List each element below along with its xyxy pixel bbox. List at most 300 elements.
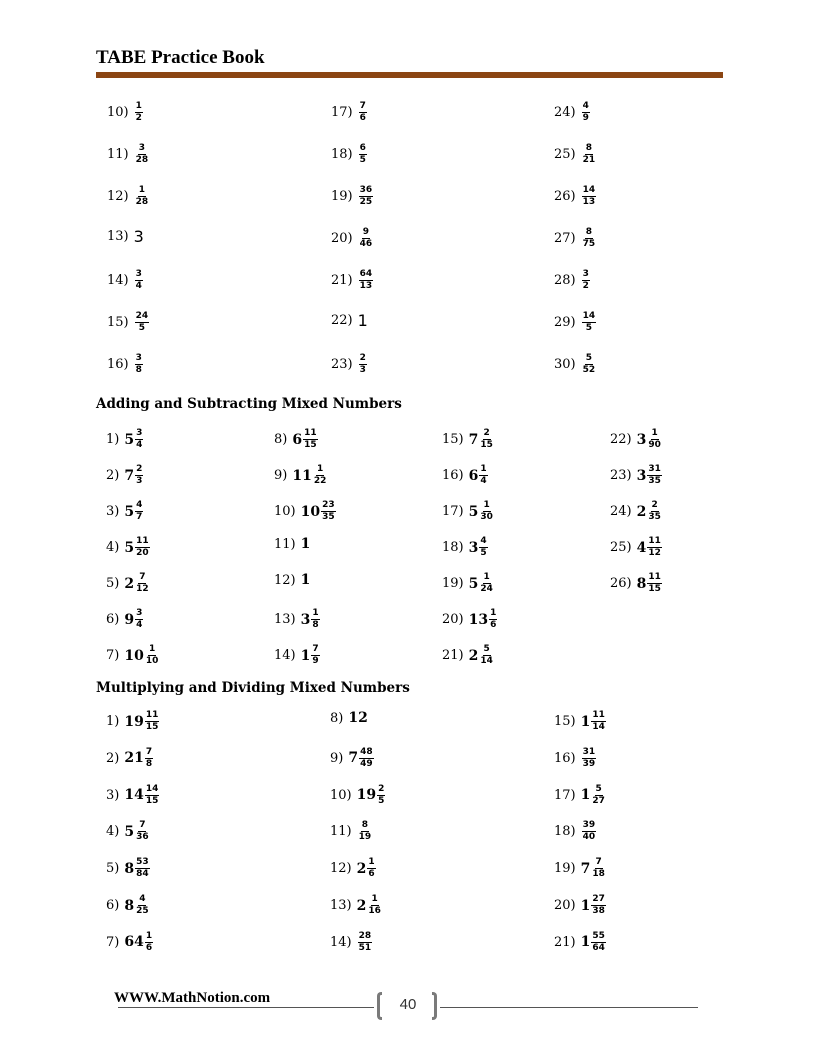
answer-item (106, 784, 159, 807)
answer-fraction (145, 931, 153, 954)
answer-number: 18) (331, 147, 353, 162)
fraction-denominator: 51 (358, 942, 372, 953)
fraction-denominator: 30 (480, 512, 493, 522)
answer-number: 26) (610, 576, 632, 591)
fraction-denominator: 4 (136, 620, 143, 630)
answer-whole-number: 5 (124, 503, 135, 520)
answer-whole-number: 9 (124, 611, 135, 628)
fraction-denominator: 8 (312, 620, 319, 630)
answer-whole-number: 8 (124, 897, 135, 914)
answer-value (134, 353, 143, 376)
answer-item (274, 608, 320, 631)
answer-number: 6) (106, 612, 120, 627)
answer-value (469, 464, 488, 487)
answer-item (106, 931, 153, 954)
fraction-numerator: 7 (595, 857, 602, 868)
answer-fraction (479, 572, 494, 595)
answer-value (358, 311, 368, 330)
answer-fraction (145, 747, 153, 770)
answer-fraction (479, 500, 494, 523)
answer-value (637, 536, 662, 559)
answer-value (124, 931, 153, 954)
answer-fraction (135, 536, 150, 559)
answer-number: 22) (331, 313, 353, 328)
answer-item (107, 269, 143, 292)
answer-number: 16) (442, 468, 464, 483)
fraction-numerator: 1 (368, 857, 375, 868)
fraction-numerator: 1 (371, 894, 378, 904)
answer-item (610, 428, 662, 451)
answer-number: 21) (442, 648, 464, 663)
answer-value (581, 311, 597, 334)
answer-item (106, 500, 143, 523)
answer-item (610, 464, 662, 487)
fraction-numerator: 31 (582, 746, 596, 757)
fraction-numerator: 2 (651, 500, 658, 510)
answer-fraction (135, 143, 150, 166)
answer-whole-number: 1 (580, 934, 591, 951)
answer-whole-number: 21 (124, 750, 144, 767)
answer-whole-number: 1 (580, 787, 591, 804)
fraction-denominator: 16 (368, 906, 381, 916)
fraction-numerator: 8 (585, 143, 593, 153)
answer-number: 12) (330, 861, 352, 877)
fraction-denominator: 9 (312, 656, 319, 666)
fraction-numerator: 39 (582, 820, 596, 831)
answer-value (469, 536, 488, 559)
fraction-denominator: 4 (480, 476, 487, 486)
answer-value (357, 784, 386, 807)
fraction-denominator: 28 (135, 197, 149, 207)
answer-item (331, 269, 373, 292)
answer-whole-number: 5 (124, 539, 135, 556)
answer-whole-number: 7 (580, 860, 591, 877)
fraction-numerator: 4 (136, 500, 143, 510)
answer-whole-number: 1 (300, 647, 311, 664)
answer-number: 17) (331, 105, 353, 120)
fraction-numerator: 55 (592, 930, 605, 941)
fraction-numerator: 1 (312, 608, 319, 618)
answer-value (357, 857, 376, 880)
fraction-denominator: 35 (322, 512, 335, 522)
fraction-numerator: 36 (359, 185, 373, 195)
answer-fraction (135, 608, 143, 631)
answer-fraction (591, 894, 606, 917)
answer-value (581, 894, 606, 917)
fraction-denominator: 22 (313, 476, 327, 486)
fraction-denominator: 24 (480, 584, 493, 594)
answer-item (106, 894, 150, 917)
answer-whole-number: 6 (292, 431, 303, 448)
answer-number: 22) (610, 432, 632, 447)
answer-value (358, 269, 374, 292)
answer-value (134, 101, 143, 124)
answer-fraction (359, 353, 367, 376)
fraction-numerator: 5 (595, 783, 602, 794)
answer-fraction (359, 143, 367, 166)
answer-value (134, 227, 144, 246)
answer-value (581, 820, 597, 843)
fraction-denominator: 9 (582, 113, 589, 123)
answer-value (358, 143, 367, 166)
fraction-denominator: 12 (648, 548, 661, 558)
section-title-adding-subtracting: Adding and Subtracting Mixed Numbers (96, 396, 402, 412)
answer-fraction (647, 464, 662, 487)
answer-number: 30) (554, 357, 576, 372)
answer-fraction (582, 101, 590, 124)
answer-fraction (367, 857, 375, 880)
answer-value (358, 101, 367, 124)
answer-fraction (135, 428, 143, 451)
fraction-numerator: 8 (361, 820, 369, 831)
fraction-numerator: 53 (136, 857, 149, 868)
answer-number: 23) (331, 357, 353, 372)
fraction-denominator: 27 (592, 795, 605, 806)
answer-number: 14) (107, 273, 129, 288)
answer-value (124, 710, 159, 733)
fraction-denominator: 15 (480, 440, 493, 450)
answer-value (124, 428, 143, 451)
answer-item (554, 784, 606, 807)
fraction-denominator: 6 (368, 869, 375, 880)
fraction-denominator: 2 (582, 281, 589, 291)
answer-number: 17) (554, 787, 576, 803)
answer-item (554, 227, 596, 250)
fraction-numerator: 7 (139, 820, 146, 831)
fraction-numerator: 3 (135, 353, 142, 363)
answer-number: 21) (331, 273, 353, 288)
answer-number: 25) (554, 147, 576, 162)
answer-whole-number: 12 (348, 710, 368, 726)
answer-fraction (582, 185, 597, 208)
fraction-denominator: 5 (359, 155, 366, 165)
fraction-denominator: 7 (136, 512, 143, 522)
answer-item (554, 101, 590, 124)
fraction-numerator: 2 (136, 464, 143, 474)
answer-number: 9) (330, 750, 344, 766)
answer-number: 12) (107, 189, 129, 204)
answer-number: 19) (442, 576, 464, 591)
answer-item (330, 820, 372, 843)
answer-number: 11) (274, 536, 296, 552)
fraction-denominator: 15 (145, 795, 159, 806)
answer-number: 3) (106, 787, 120, 803)
answer-item (330, 784, 385, 807)
answer-item (554, 894, 606, 917)
fraction-denominator: 4 (135, 281, 142, 291)
answer-number: 14) (330, 934, 352, 950)
answer-number: 13) (107, 229, 129, 244)
answer-item (330, 710, 368, 726)
answer-fraction (145, 784, 160, 807)
answer-fraction (647, 536, 662, 559)
answer-number: 6) (106, 898, 120, 913)
answer-fraction (135, 311, 150, 334)
answer-whole-number: 8 (124, 860, 135, 877)
fraction-denominator: 18 (592, 869, 605, 880)
answer-fraction (591, 931, 606, 954)
answer-fraction (377, 784, 385, 807)
fraction-denominator: 90 (648, 440, 661, 450)
fraction-denominator: 46 (359, 239, 373, 249)
fraction-numerator: 11 (304, 428, 317, 438)
fraction-numerator: 1 (651, 428, 658, 438)
answer-whole-number: 7 (348, 750, 359, 767)
answer-whole-number: 3 (636, 467, 647, 484)
answer-item (442, 536, 488, 559)
answer-item (331, 143, 367, 166)
answer-value (637, 428, 662, 451)
fraction-denominator: 15 (304, 440, 317, 450)
answer-whole-number: 5 (468, 503, 479, 520)
fraction-numerator: 14 (582, 185, 596, 195)
answer-number: 14) (274, 648, 296, 663)
answer-number: 29) (554, 315, 576, 330)
answer-number: 7) (106, 648, 120, 663)
answer-fraction (358, 820, 373, 843)
answer-fraction (303, 428, 318, 451)
footer-rule-left (118, 1007, 374, 1008)
answer-fraction (359, 185, 374, 208)
answer-number: 15) (107, 315, 129, 330)
answer-fraction (582, 143, 597, 166)
fraction-numerator: 2 (483, 428, 490, 438)
answer-item (331, 101, 367, 124)
answer-item (106, 644, 159, 667)
answer-value (301, 536, 311, 552)
answer-item (442, 572, 494, 595)
answer-whole-number: 2 (636, 503, 647, 520)
answer-value (581, 227, 597, 250)
answer-whole-number: 3 (636, 431, 647, 448)
answer-number: 20) (331, 231, 353, 246)
fraction-numerator: 11 (136, 536, 149, 546)
answer-fraction (647, 428, 662, 451)
fraction-numerator: 31 (648, 464, 661, 474)
fraction-denominator: 49 (360, 758, 373, 769)
fraction-denominator: 35 (648, 476, 661, 486)
answer-item (554, 311, 596, 334)
answer-item (330, 894, 382, 917)
answer-value (124, 747, 153, 770)
answer-item (106, 608, 143, 631)
answer-number: 16) (107, 357, 129, 372)
answer-fraction (135, 101, 143, 124)
answer-fraction (479, 428, 494, 451)
answer-value (581, 931, 606, 954)
answer-fraction (367, 894, 382, 917)
fraction-numerator: 5 (483, 644, 490, 654)
answer-number: 13) (274, 612, 296, 627)
answer-value (469, 644, 494, 667)
fraction-denominator: 5 (480, 548, 487, 558)
answer-value (124, 464, 143, 487)
answer-item (106, 536, 150, 559)
answer-number: 18) (554, 824, 576, 840)
answer-whole-number: 1 (300, 572, 311, 588)
fraction-numerator: 8 (585, 227, 593, 237)
answer-value (124, 644, 159, 667)
answer-item (554, 747, 596, 770)
answer-whole-number: 7 (468, 431, 479, 448)
fraction-numerator: 14 (582, 311, 596, 321)
answer-value (357, 820, 373, 843)
answer-value (134, 269, 143, 292)
page-header-title: TABE Practice Book (96, 47, 265, 68)
answer-number: 19) (331, 189, 353, 204)
fraction-numerator: 3 (138, 143, 146, 153)
answer-item (106, 572, 150, 595)
answer-number: 10) (274, 504, 296, 519)
answer-fraction (311, 608, 319, 631)
answer-item (331, 353, 367, 376)
answer-value (301, 572, 311, 588)
answer-item (554, 710, 606, 733)
answer-value (581, 784, 606, 807)
answer-fraction (135, 857, 150, 880)
fraction-denominator: 21 (582, 155, 596, 165)
answer-number: 9) (274, 468, 288, 483)
answer-whole-number: 11 (292, 467, 312, 484)
fraction-numerator: 11 (648, 536, 661, 546)
fraction-numerator: 7 (139, 572, 146, 582)
answer-item (330, 747, 374, 770)
answer-item (107, 185, 149, 208)
answer-number: 4) (106, 824, 120, 840)
answer-whole-number: 5 (124, 823, 135, 840)
answer-value (637, 464, 662, 487)
fraction-denominator: 6 (359, 113, 366, 123)
answer-fraction (591, 710, 606, 733)
answer-value (292, 464, 327, 487)
answer-fraction (135, 894, 150, 917)
answer-whole-number: 6 (468, 467, 479, 484)
fraction-numerator: 14 (145, 783, 159, 794)
answer-fraction (359, 269, 374, 292)
answer-whole-number: 8 (636, 575, 647, 592)
answer-value (469, 572, 494, 595)
answer-value (357, 931, 373, 954)
answer-item (442, 428, 494, 451)
answer-value (301, 608, 320, 631)
fraction-denominator: 84 (136, 869, 149, 880)
answer-whole-number: 14 (124, 787, 144, 804)
answer-whole-number: 10 (300, 503, 321, 520)
answer-item (107, 311, 149, 334)
answer-item (106, 747, 153, 770)
answer-item (274, 464, 327, 487)
answer-number: 17) (442, 504, 464, 519)
answer-item (442, 464, 488, 487)
header-rule (96, 72, 723, 78)
fraction-denominator: 8 (145, 758, 153, 769)
answer-item (331, 311, 368, 330)
fraction-denominator: 75 (582, 239, 596, 249)
answer-number: 23) (610, 468, 632, 483)
answer-item (274, 572, 310, 588)
footer-rule-right (440, 1007, 698, 1008)
fraction-numerator: 1 (145, 930, 153, 941)
fraction-denominator: 40 (582, 832, 596, 843)
answer-fraction (145, 710, 160, 733)
answer-value (358, 227, 374, 250)
answer-item (274, 500, 336, 523)
answer-item (610, 500, 662, 523)
answer-number: 21) (554, 934, 576, 950)
answer-fraction (582, 311, 597, 334)
fraction-denominator: 39 (582, 758, 596, 769)
answer-number: 28) (554, 273, 576, 288)
fraction-numerator: 1 (148, 644, 156, 654)
answer-value (301, 500, 336, 523)
answer-item (106, 710, 159, 733)
answer-number: 25) (610, 540, 632, 555)
fraction-numerator: 11 (592, 710, 605, 720)
fraction-denominator: 3 (359, 365, 366, 375)
answer-value (124, 500, 143, 523)
answer-whole-number: 2 (468, 647, 479, 664)
answer-value (581, 710, 606, 733)
answer-fraction (647, 500, 662, 523)
answer-number: 26) (554, 189, 576, 204)
answer-whole-number: 13 (468, 611, 489, 628)
answer-item (274, 428, 318, 451)
fraction-numerator: 7 (312, 644, 319, 654)
answer-value (637, 572, 662, 595)
answer-item (331, 227, 373, 250)
answer-whole-number: 19 (356, 787, 377, 804)
answer-item (330, 931, 372, 954)
fraction-denominator: 14 (480, 656, 493, 666)
answer-number: 11) (330, 824, 352, 840)
answer-item (554, 185, 596, 208)
answer-fraction (489, 608, 497, 631)
fraction-denominator: 12 (136, 584, 149, 594)
answer-whole-number: 4 (636, 539, 647, 556)
fraction-numerator: 2 (378, 783, 385, 794)
fraction-numerator: 3 (136, 608, 143, 618)
answer-item (107, 353, 143, 376)
answer-fraction (479, 536, 487, 559)
answer-whole-number: 2 (356, 860, 367, 877)
answer-number: 13) (330, 898, 352, 913)
fraction-denominator: 8 (135, 365, 142, 375)
answer-value (581, 143, 597, 166)
fraction-numerator: 4 (582, 101, 589, 111)
footer-website: WWW.MathNotion.com (114, 990, 271, 1006)
answer-number: 4) (106, 540, 120, 555)
answer-value (124, 784, 159, 807)
answer-whole-number: 1 (300, 536, 311, 552)
answer-item (554, 857, 606, 880)
fraction-numerator: 11 (648, 572, 661, 582)
answer-item (274, 536, 310, 552)
fraction-numerator: 27 (592, 894, 605, 904)
fraction-numerator: 28 (358, 930, 372, 941)
fraction-denominator: 15 (145, 722, 159, 732)
answer-fraction (359, 227, 374, 250)
fraction-denominator: 35 (648, 512, 661, 522)
answer-number: 8) (330, 710, 344, 726)
answer-item (554, 353, 596, 376)
fraction-denominator: 6 (145, 942, 153, 953)
fraction-denominator: 15 (648, 584, 661, 594)
answer-item (554, 269, 590, 292)
answer-whole-number: 5 (468, 575, 479, 592)
answer-item (106, 464, 143, 487)
answer-number: 10) (330, 787, 352, 803)
fraction-numerator: 1 (483, 572, 490, 582)
